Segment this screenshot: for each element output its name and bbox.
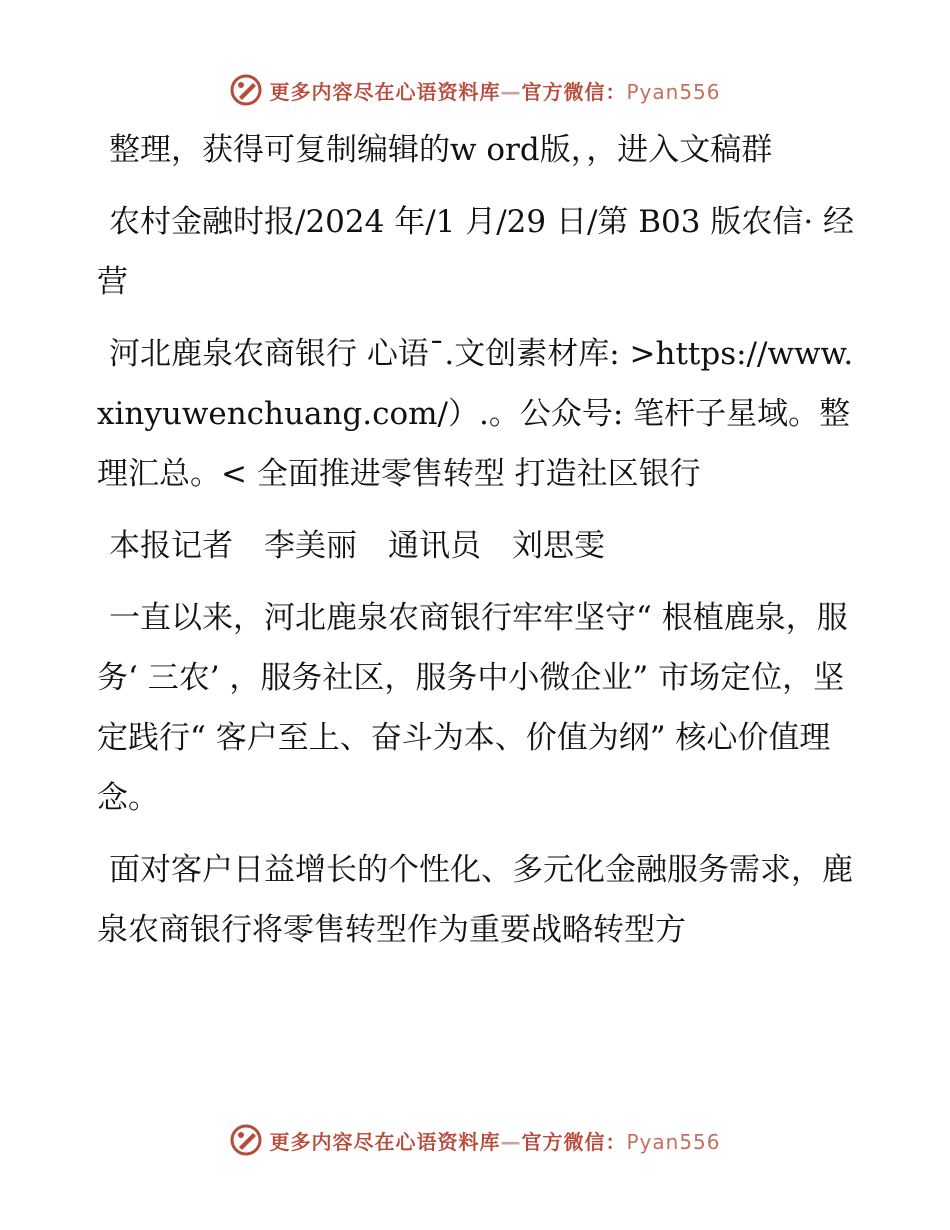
paragraph-intro: 整理，获得可复制编辑的w ord版，，进入文稿群 bbox=[109, 132, 773, 168]
banner-label: 更多内容尽在心语资料库 bbox=[269, 1129, 501, 1154]
banner-official: 官方微信： bbox=[521, 79, 627, 104]
paragraph-headline: 河北鹿泉农商银行 心语¯.文创素材库: >https://www.xinyuwenchuang.com/）.。公众号: 笔杆子星域。整理汇总。< 全面推进零售转型 打造社区银行 bbox=[97, 336, 854, 492]
article-body bbox=[97, 120, 857, 972]
header-banner bbox=[0, 70, 950, 110]
banner-label: 更多内容尽在心语资料库 bbox=[269, 79, 501, 104]
banner-text bbox=[269, 1126, 720, 1155]
banner-wechat-id: Pyan556 bbox=[626, 1129, 721, 1154]
paragraph-source: 农村金融时报/2024 年/1 月/29 日/第 B03 版农信· 经营 bbox=[97, 204, 855, 300]
pen-seal-icon bbox=[229, 1123, 263, 1157]
banner-separator: — bbox=[500, 1129, 522, 1154]
banner-official: 官方微信： bbox=[521, 1129, 627, 1154]
paragraph-body-2: 面对客户日益增长的个性化、多元化金融服务需求，鹿泉农商银行将零售转型作为重要战略转型方 bbox=[97, 852, 853, 948]
pen-seal-icon bbox=[229, 73, 263, 107]
footer-banner bbox=[0, 1120, 950, 1160]
paragraph-byline: 本报记者 李美丽 通讯员 刘思雯 bbox=[109, 528, 605, 564]
banner-separator: — bbox=[500, 79, 522, 104]
banner-text bbox=[269, 76, 720, 105]
banner-wechat-id: Pyan556 bbox=[626, 79, 721, 104]
paragraph-body-1: 一直以来，河北鹿泉农商银行牢牢坚守“ 根植鹿泉，服务‘ 三农’ ，服务社区，服务中小微企业” 市场定位，坚定践行“ 客户至上、奋斗为本、价值为纲” 核心价值理念。 bbox=[97, 600, 848, 816]
